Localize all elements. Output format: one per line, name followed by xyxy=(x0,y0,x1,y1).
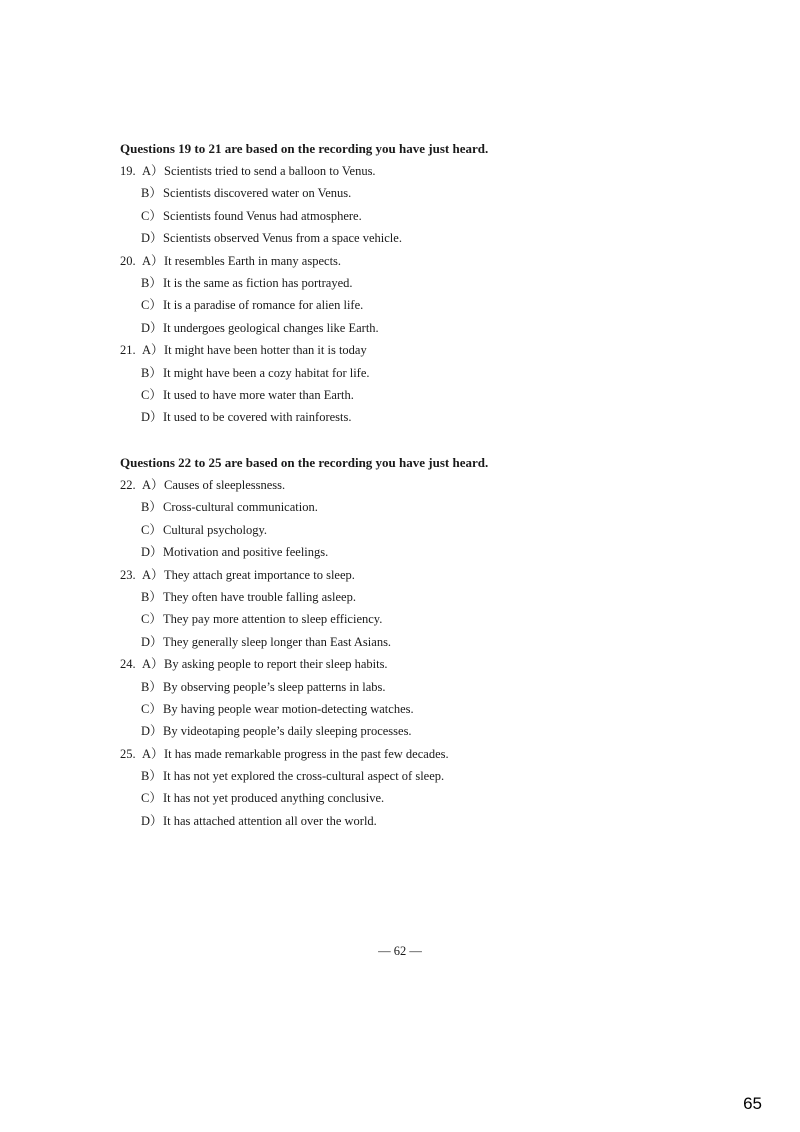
answer-option xyxy=(120,586,720,608)
answer-option xyxy=(120,272,720,294)
option-text: By observing people’s sleep patterns in labs. xyxy=(163,679,386,694)
answer-option xyxy=(120,205,720,227)
option-text: Scientists discovered water on Venus. xyxy=(163,186,352,201)
section-heading: Questions 22 to 25 are based on the recording you have just heard. xyxy=(120,455,489,470)
option-text: It has not yet explored the cross-cultural aspect of sleep. xyxy=(163,769,445,784)
question-item xyxy=(120,160,720,250)
option-text: It used to be covered with rainforests. xyxy=(163,410,352,425)
option-letter: B） xyxy=(141,365,162,380)
answer-option xyxy=(120,720,720,742)
option-text: Scientists found Venus had atmosphere. xyxy=(163,208,362,223)
answer-option xyxy=(120,631,720,653)
option-letter: C） xyxy=(141,522,162,537)
answer-option xyxy=(120,608,720,630)
option-letter: A） xyxy=(142,567,164,582)
question-item xyxy=(120,653,720,743)
question-number: 22. xyxy=(120,478,136,492)
answer-option xyxy=(120,182,720,204)
option-text: By videotaping people’s daily sleeping processes. xyxy=(163,724,412,739)
question-item xyxy=(120,743,720,833)
answer-option xyxy=(120,317,720,339)
answer-option xyxy=(120,496,720,518)
answer-option xyxy=(120,810,720,832)
question-number: 20. xyxy=(120,253,136,268)
option-letter: B） xyxy=(141,589,162,604)
option-letter: D） xyxy=(141,634,163,649)
option-text: They generally sleep longer than East Asians. xyxy=(163,634,392,649)
page-footer-number: — 62 — xyxy=(378,944,422,958)
answer-option xyxy=(120,339,720,361)
option-letter: D） xyxy=(141,724,163,739)
option-letter: A） xyxy=(142,164,164,178)
question-number: 23. xyxy=(120,567,136,582)
answer-option xyxy=(120,676,720,698)
answer-option xyxy=(120,743,720,765)
option-text: It might have been hotter than it is today xyxy=(164,343,367,358)
option-letter: B） xyxy=(141,500,162,515)
option-letter: C） xyxy=(141,701,162,716)
question-item xyxy=(120,564,720,654)
option-letter: B） xyxy=(141,679,162,694)
option-text: It has attached attention all over the world. xyxy=(163,813,377,828)
answer-option xyxy=(120,474,720,496)
option-text: It used to have more water than Earth. xyxy=(163,387,354,402)
option-text: Cross-cultural communication. xyxy=(163,500,318,515)
answer-option xyxy=(120,519,720,541)
answer-option xyxy=(120,362,720,384)
option-text: It has not yet produced anything conclusive. xyxy=(163,791,385,806)
answer-option xyxy=(120,227,720,249)
option-letter: A） xyxy=(142,478,164,492)
option-letter: B） xyxy=(141,769,162,784)
corner-page-number: 65 xyxy=(743,1094,762,1113)
option-text: It undergoes geological changes like Earth. xyxy=(163,320,379,335)
option-letter: C） xyxy=(141,298,162,313)
option-letter: C） xyxy=(141,387,162,402)
answer-option xyxy=(120,653,720,675)
option-text: It has made remarkable progress in the past few decades. xyxy=(164,746,449,761)
option-text: By asking people to report their sleep habits. xyxy=(164,657,388,672)
option-text: Motivation and positive feelings. xyxy=(163,545,329,560)
option-text: Cultural psychology. xyxy=(163,522,268,537)
question-section-19-21 xyxy=(120,138,720,429)
option-letter: C） xyxy=(141,208,162,223)
option-text: It resembles Earth in many aspects. xyxy=(164,253,342,268)
option-letter: A） xyxy=(142,746,164,761)
option-text: They attach great importance to sleep. xyxy=(164,567,355,582)
option-text: Scientists observed Venus from a space vehicle. xyxy=(163,231,402,246)
option-letter: C） xyxy=(141,791,162,806)
option-letter: D） xyxy=(141,231,163,246)
option-letter: D） xyxy=(141,813,163,828)
question-item xyxy=(120,339,720,429)
answer-option xyxy=(120,384,720,406)
option-letter: B） xyxy=(141,275,162,290)
answer-option xyxy=(120,250,720,272)
option-letter: A） xyxy=(142,343,164,358)
answer-option xyxy=(120,564,720,586)
option-letter: C） xyxy=(141,612,162,627)
option-letter: B） xyxy=(141,186,162,201)
option-text: It might have been a cozy habitat for life. xyxy=(163,365,370,380)
answer-option xyxy=(120,698,720,720)
answer-option xyxy=(120,765,720,787)
option-text: It is a paradise of romance for alien life. xyxy=(163,298,364,313)
question-number: 19. xyxy=(120,164,136,178)
question-section-22-25 xyxy=(120,452,720,832)
option-text: By having people wear motion-detecting watches. xyxy=(163,701,414,716)
answer-option xyxy=(120,787,720,809)
option-letter: D） xyxy=(141,545,163,560)
answer-option xyxy=(120,294,720,316)
question-number: 21. xyxy=(120,343,136,358)
section-heading: Questions 19 to 21 are based on the recording you have just heard. xyxy=(120,141,489,156)
option-text: They pay more attention to sleep efficiency. xyxy=(163,612,383,627)
answer-option xyxy=(120,541,720,563)
question-number: 25. xyxy=(120,746,136,761)
option-text: Scientists tried to send a balloon to Venus. xyxy=(164,164,376,178)
question-item xyxy=(120,250,720,340)
option-letter: A） xyxy=(142,253,164,268)
option-text: They often have trouble falling asleep. xyxy=(163,589,356,604)
option-letter: D） xyxy=(141,410,163,425)
option-letter: D） xyxy=(141,320,163,335)
answer-option xyxy=(120,160,720,182)
answer-option xyxy=(120,406,720,428)
option-text: It is the same as fiction has portrayed. xyxy=(163,275,353,290)
question-item xyxy=(120,474,720,564)
question-number: 24. xyxy=(120,657,136,672)
option-letter: A） xyxy=(142,657,164,672)
option-text: Causes of sleeplessness. xyxy=(164,478,286,492)
